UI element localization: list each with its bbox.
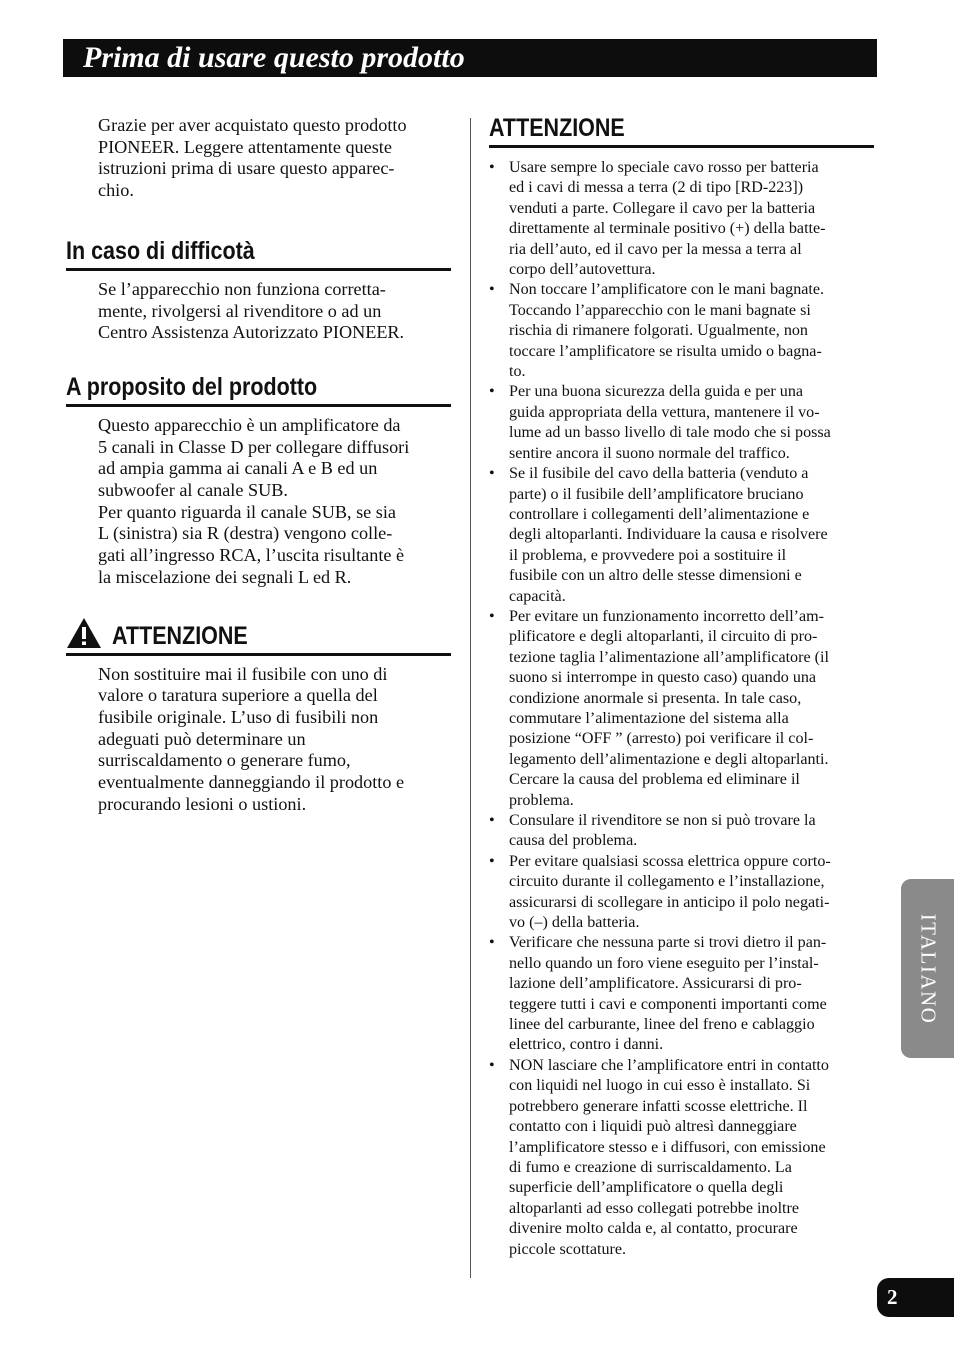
list-item xyxy=(489,382,874,464)
section-rule xyxy=(66,404,451,407)
bullet-mark: • xyxy=(489,852,495,870)
intro-text: Grazie per aver acquistato questo prodotto PIONEER. Leggere attentamente queste istruzioni prima di usare questo apparec- chio. xyxy=(98,115,407,201)
bullet-mark: • xyxy=(489,607,495,625)
bullet-mark: • xyxy=(489,159,495,176)
section-rule xyxy=(66,268,451,271)
bullet-mark: • xyxy=(489,281,495,299)
section-rule xyxy=(66,653,451,656)
language-tab xyxy=(901,879,954,1058)
bullet-mark: • xyxy=(489,383,495,401)
list-item xyxy=(489,280,874,382)
list-item-text: NON lasciare che l’amplificatore entri in contatto con liquidi nel luogo in cui esso è installato. Si potrebbero generare infatti scosse elettriche. Il contatto con i liquidi può altresì danneggiare l’amplificatore stesso e i diffusori, con emissione di fumo e creazione di surriscaldamento. La superficie dell’amplificatore o quella degli altoparlanti ad esso collegati potrebbe inoltre divenire molto calda e, al contatto, procurare piccole scottature. xyxy=(509,1056,829,1258)
list-item-text: Per evitare un funzionamento incorretto dell’am- plificatore e degli altoparlanti, il circuito di pro- tezione taglia l’alimentazione all’amplificatore (il suono si interrompe in questo caso) quando una condizione anormale si presenta. In tale caso, commutare l’alimentazione del sistema alla posizione “OFF ” (arresto) poi verificare il col- legamento dell’alimentazione e degli altoparlanti. Cercare la causa del problema ed eliminare il problema. xyxy=(509,607,829,809)
bullet-mark: • xyxy=(489,465,495,483)
bullet-mark: • xyxy=(489,1056,495,1074)
list-item xyxy=(489,607,874,811)
list-item xyxy=(489,933,874,1055)
troubleshooting-heading: In caso di difficotà xyxy=(66,236,255,265)
list-item-text: Per una buona sicurezza della guida e per una guida appropriata della vettura, mantenere il vo- lume ad un basso livello di tale modo che si possa sentire ancora il suono normale del traffico. xyxy=(509,383,831,462)
product-section xyxy=(66,372,451,589)
column-divider xyxy=(470,118,471,1278)
warning-triangle-icon xyxy=(66,617,102,649)
warning-heading-row xyxy=(66,617,451,651)
list-item xyxy=(489,158,874,280)
list-item-text: Consulare il rivenditore se non si può trovare la causa del problema. xyxy=(509,812,816,850)
section-rule xyxy=(489,145,874,148)
product-heading: A proposito del prodotto xyxy=(66,372,318,401)
list-item-text: Verificare che nessuna parte si trovi dietro il pan- nello quando un foro viene eseguito per l’instal- lazione dell’amplificatore. Assicurarsi di pro- teggere tutti i cavi e componenti importanti come linee del carburante, linee del freno e cablaggio elettrico, contro i danni. xyxy=(509,934,827,1054)
page-number-tab xyxy=(877,1278,954,1317)
intro-section xyxy=(66,115,451,202)
left-column xyxy=(66,110,451,843)
list-item-text: Non toccare l’amplificatore con le mani bagnate. Toccando l’apparecchio con le mani bagnate si rischia di rimanere folgorati. Ugualmente, non toccare l’amplificatore se risulta umido o bagna- to. xyxy=(509,281,825,381)
page-title-bar xyxy=(63,39,877,77)
page-number: 2 xyxy=(887,1285,898,1309)
caution-heading: ATTENZIONE xyxy=(489,114,625,142)
list-item xyxy=(489,1056,874,1260)
right-column xyxy=(489,110,874,1260)
list-item-text: Per evitare qualsiasi scossa elettrica oppure corto- circuito durante il collegamento e l’installazione, assicurarsi di scollegare in anticipo il polo negati- vo (–) della batteria. xyxy=(509,852,831,932)
product-text: Questo apparecchio è un amplificatore da 5 canali in Classe D per collegare diffusori ad ampia gamma ai canali A e B ed un subwoofer al canale SUB. Per quanto riguarda il canale SUB, se sia L (sinistra) sia R (destra) vengono colle- gati all’ingresso RCA, l’uscita risultante è la miscelazione dei segnali L ed R. xyxy=(98,414,410,587)
list-item xyxy=(489,811,874,852)
warning-section xyxy=(66,617,451,816)
list-item-text: Usare sempre lo speciale cavo rosso per batteria ed i cavi di messa a terra (2 di tipo [RD-223]) venduti a parte. Collegare il cavo per la batteria direttamente al terminale positivo (+) della batte- ria dell’auto, ed il cavo per la messa a terra al corpo dell’autovettura. xyxy=(509,159,826,279)
page-title: Prima di usare questo prodotto xyxy=(83,41,465,74)
caution-list xyxy=(489,158,874,1260)
troubleshooting-section xyxy=(66,236,451,344)
warning-text: Non sostituire mai il fusibile con uno di valore o taratura superiore a quella del fusibile originale. L’uso di fusibili non adeguati può determinare un surriscaldamento o generare fumo, eventualmente danneggiando il prodotto e procurando lesioni o ustioni. xyxy=(98,663,405,814)
bullet-mark: • xyxy=(489,812,495,829)
list-item-text: Se il fusibile del cavo della batteria (venduto a parte) o il fusibile dell’amplificatore bruciano controllare i collegamenti dell’alimentazione e degli altoparlanti. Individuare la causa e risolvere il problema, e provvedere poi a sostituire il fusibile con un altro delle stesse dimensioni e capacità. xyxy=(509,465,828,605)
bullet-mark: • xyxy=(489,934,495,952)
list-item xyxy=(489,464,874,607)
warning-heading: ATTENZIONE xyxy=(112,621,248,650)
list-item xyxy=(489,852,874,934)
troubleshooting-text: Se l’apparecchio non funziona corretta- mente, rivolgersi al rivenditore o ad un Centro Assistenza Autorizzato PIONEER. xyxy=(98,278,405,343)
language-label: ITALIANO xyxy=(916,913,940,1024)
